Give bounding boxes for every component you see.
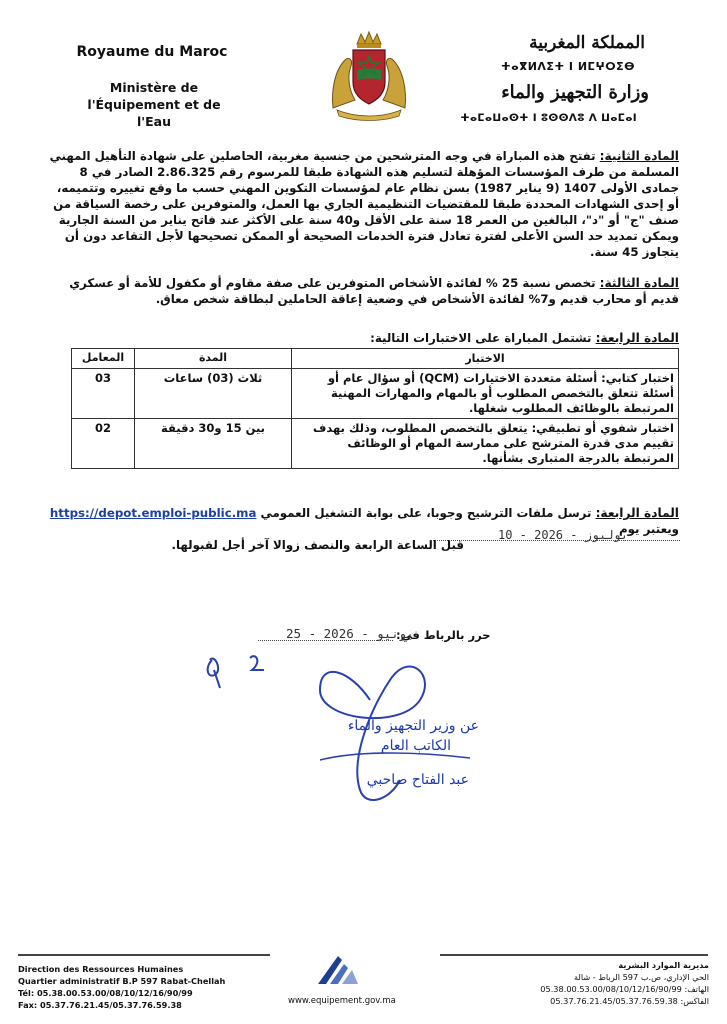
french-ministry-title <box>72 79 236 130</box>
table-row <box>72 419 679 469</box>
article-3-heading: المادة الثالثة: <box>599 276 679 290</box>
footer-fr-direction: Direction des Ressources Humaines <box>18 964 184 974</box>
employment-portal-link[interactable]: https://depot.emploi-public.ma <box>49 506 257 520</box>
footer-divider-left <box>18 954 270 956</box>
footer-fr-address: Quartier administratif B.P 597 Rabat-Chellah <box>18 976 226 986</box>
french-kingdom-title: Royaume du Maroc <box>76 44 228 60</box>
signature-line-minister: عن وزير التجهيز والماء <box>347 718 479 734</box>
header-duration: المدة <box>135 349 292 369</box>
tifinagh-kingdom-title: ⵜⴰⴳⵍⴷⵉⵜ ⵏ ⵍⵎⵖⵔⵉⴱ <box>500 60 635 73</box>
article-3-text: تخصص نسبة 25 % لفائدة الأشخاص المتوفرين على صفة مقاوم أو مكفول للأمة أو عسكري قديم أو محارب قديم و7% لفائدة الأشخاص في وضعية إعاقة الحاملين لبطاقة شخص معاق. <box>69 276 679 306</box>
arabic-ministry-title: وزارة التجهيز والماء <box>501 82 649 103</box>
signature-line-secretary-general: الكاتب العام <box>380 738 451 754</box>
ministry-logo-icon <box>314 952 362 988</box>
footer-divider-right <box>440 954 708 956</box>
written-test-cell: اختبار كتابي: أسئلة متعددة الاختيارات (QCM) أو سؤال عام أو أسئلة تتعلق بالتخصص المطلوب أو بالمهام والمهارات المهنية المرتبطة بالوظائف المطلوب شغلها. <box>292 369 679 419</box>
footer-fr-fax: Fax: 05.37.76.21.45/05.37.76.59.38 <box>18 1000 182 1010</box>
signature-line-name: عبد الفتاح صاحبي <box>366 772 469 788</box>
article-2-heading: المادة الثانية: <box>599 149 679 163</box>
tifinagh-ministry-title: ⵜⴰⵎⴰⵡⴰⵙⵜ ⵏ ⵓⵙⵙⴷⵓ ⴷ ⵡⴰⵎⴰⵏ <box>460 112 637 124</box>
french-ministry-line-1: Ministère de <box>109 80 199 95</box>
oral-duration-cell: بين 15 و30 دقيقة <box>135 419 292 469</box>
article-5-text: ترسل ملفات الترشيح وجوبا، على بوابة التشغيل العمومي <box>260 506 592 520</box>
table-row <box>72 369 679 419</box>
footer-ar-fax: الفاكس: 05.37.76.21.45/05.37.76.59.38 <box>550 996 709 1006</box>
written-duration-cell: ثلاث (03) ساعات <box>135 369 292 419</box>
signature-date-stamp: 25 - يونيو - 2026 <box>286 626 414 641</box>
morocco-coat-of-arms-icon <box>327 30 411 122</box>
exam-table <box>71 348 679 469</box>
article-2 <box>49 148 679 260</box>
french-ministry-line-2: l'Équipement et de l'Eau <box>87 97 221 129</box>
article-5-deadline-text: قبل الساعة الرابعة والنصف زوالا آخر أجل لقبولها. <box>171 538 464 552</box>
table-header-row <box>72 349 679 369</box>
oral-test-cell: اختبار شفوي أو تطبيقي: يتعلق بالتخصص المطلوب، وذلك بهدف تقييم مدى قدرة المترشح على ممارسة المهام أو الوظائف المرتبطة بالدرجة المتبارى بشأنها. <box>292 419 679 469</box>
footer-ar-address: الحي الإداري، ص.ب 597 الرباط - شالة <box>573 972 709 982</box>
arabic-kingdom-title: المملكة المغربية <box>529 33 645 53</box>
article-5-text-after-link: ويعتبر يوم <box>619 522 679 536</box>
footer-fr-phone: Tél: 05.38.00.53.00/08/10/12/16/90/99 <box>18 988 193 998</box>
article-4-text: تشتمل المباراة على الاختبارات التالية: <box>370 331 592 345</box>
written-coefficient-cell: 03 <box>72 369 135 419</box>
article-5-heading: المادة الرابعة: <box>595 506 679 520</box>
article-4-heading: المادة الرابعة: <box>595 331 679 345</box>
header-coefficient: المعامل <box>72 349 135 369</box>
article-2-text: تفتح هذه المباراة في وجه المترشحين من جنسية مغربية، الحاصلين على شهادة التأهيل المهني المسلمة من طرف المؤسسات المؤهلة لتسليم هذه الشهادة طبقا للمرسوم رقم 2.86.325 الصادر في 8 جمادى الأولى 1407 (9 يناير 1987) بسن نظام عام لمؤسسات التكوين المهني حسب ما وقع تغييره وتتميمه، أو إحدى الشهادات المحددة طبقا للمقتضيات التنظيمية الجاري بها العمل، والمتوفرين على رخصة السياقة من صنف "ج" أو "د"، البالغين من العمر 18 سنة على الأقل و40 سنة على الأكثر عند فاتح يناير من السنة الجارية ويمكن تمديد حد السن الأعلى لفترة تعادل فترة الخدمات الصحيحة أو الممكن تصحيحها لأجل التقاعد دون أن يتجاوز 45 سنة. <box>49 149 679 259</box>
deadline-date-stamp: 10 - يوليوز - 2026 <box>498 528 629 542</box>
article-3 <box>49 275 679 307</box>
oral-coefficient-cell: 02 <box>72 419 135 469</box>
header-test: الاختبار <box>292 349 679 369</box>
footer-ar-direction: مديرية الموارد البشرية <box>618 960 709 970</box>
article-4 <box>49 330 679 346</box>
footer-ar-phone: الهاتف: 05.38.00.53.00/08/10/12/16/90/99 <box>540 984 709 994</box>
footer-website[interactable]: www.equipement.gov.ma <box>288 996 396 1006</box>
signature-place-label: حرر بالرباط في: <box>396 628 491 642</box>
